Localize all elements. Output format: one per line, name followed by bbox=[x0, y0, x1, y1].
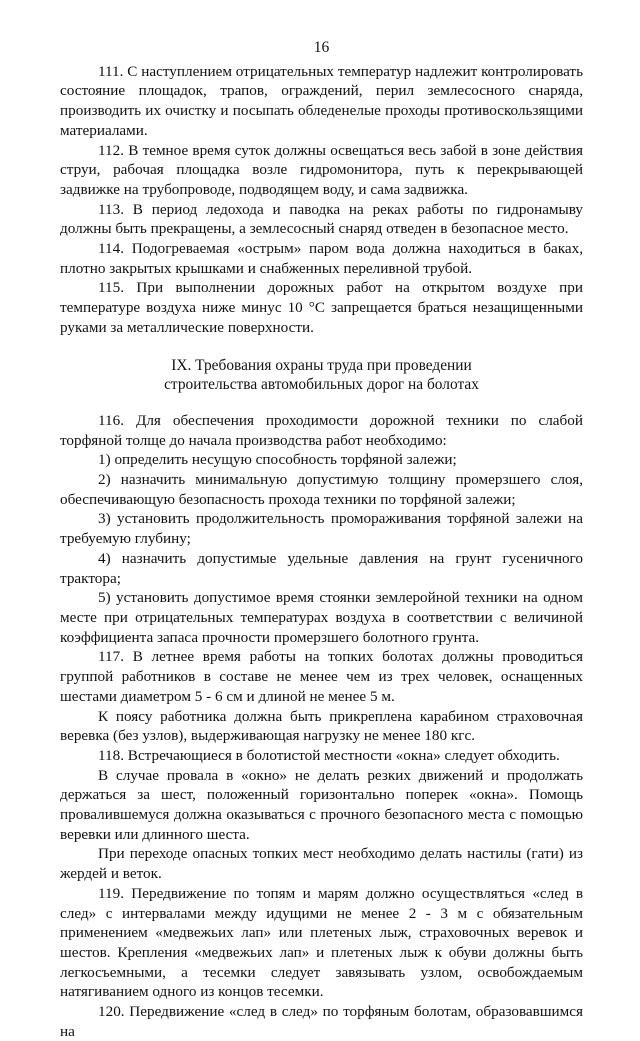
paragraph-119: 119. Передвижение по топям и марям должно осуществляться «след в след» с интервалами между идущими не менее 2 - 3 м с обязательным применением «медвежьих лап» или плетеных лыж, страховочных веревок и шестов. Крепления «медвежьих лап» и плетеных лыж к обуви должны быть легкосъемными, а тесемки следует завязывать узлом, освобождаемым натягиванием одного из концов тесемки. bbox=[60, 884, 583, 1001]
section-heading-line-1: IX. Требования охраны труда при проведении bbox=[171, 356, 472, 374]
paragraph-117-continued: К поясу работника должна быть прикреплена карабином страховочная веревка (без узлов), выдерживающая нагрузку не менее 180 кгс. bbox=[60, 707, 583, 745]
section-heading bbox=[60, 356, 583, 395]
paragraph-118-gati: При переходе опасных топких мест необходимо делать настилы (гати) из жердей и веток. bbox=[60, 845, 583, 883]
paragraph-118: 118. Встречающиеся в болотистой местности «окна» следует обходить. bbox=[98, 746, 560, 764]
list-item-2: 2) назначить минимальную допустимую толщину промерзшего слоя, обеспечивающую безопасность прохода техники по торфяной залежи; bbox=[60, 471, 583, 508]
page-number: 16 bbox=[313, 39, 330, 56]
paragraph-113: 113. В период ледохода и паводка на реках работы по гидронамыву должны быть прекращены, а землесосный снаряд отведен в безопасное место. bbox=[60, 200, 583, 238]
paragraph-120: 120. Передвижение «след в след» по торфяным болотам, образовавшимся на bbox=[60, 1003, 583, 1040]
section-heading-line-2: строительства автомобильных дорог на болотах bbox=[164, 376, 479, 394]
list-item-3: 3) установить продолжительность промораживания торфяной залежи на требуемую глубину; bbox=[60, 510, 583, 548]
paragraph-111: 111. С наступлением отрицательных температур надлежит контролировать состояние площадок, трапов, ограждений, перил землесосного снаряда, производить их очистку и посыпать обледенелые проходы противоскользящими материалами. bbox=[60, 62, 583, 139]
list-item-4: 4) назначить допустимые удельные давления на грунт гусеничного трактора; bbox=[60, 549, 583, 587]
list-item-5: 5) установить допустимое время стоянки землеройной техники на одном месте при отрицательных температурах воздуха в соответствии с величиной коэффициента запаса прочности промерзшего болотного грунта. bbox=[60, 589, 583, 646]
paragraph-114: 114. Подогреваемая «острым» паром вода должна находиться в баках, плотно закрытых крышками и снабженных переливной трубой. bbox=[60, 240, 583, 277]
paragraph-115: 115. При выполнении дорожных работ на открытом воздухе при температуре воздуха ниже минус 10 °С запрещается браться незащищенными руками за металлические поверхности. bbox=[60, 279, 583, 336]
list-item-1: 1) определить несущую способность торфяной залежи; bbox=[98, 451, 457, 469]
paragraph-118-continued: В случае провала в «окно» не делать резких движений и продолжать держаться за шест, положенный горизонтально поперек «окна». Помощь провалившемуся должна оказываться с прочного безопасного места с помощью веревки или длинного шеста. bbox=[60, 766, 583, 843]
document-page bbox=[60, 38, 583, 1041]
paragraph-116: 116. Для обеспечения проходимости дорожной техники по слабой торфяной толще до начала производства работ необходимо: bbox=[60, 411, 583, 449]
paragraph-117: 117. В летнее время работы на топких болотах должны проводиться группой работников в составе не менее чем из трех человек, оснащенных шестами диаметром 5 - 6 см и длиной не менее 5 м. bbox=[60, 648, 583, 705]
paragraph-112: 112. В темное время суток должны освещаться весь забой в зоне действия струи, рабочая площадка возле гидромонитора, путь к перекрывающей задвижке на трубопроводе, подводящем воду, и сама задвижка. bbox=[60, 141, 583, 198]
